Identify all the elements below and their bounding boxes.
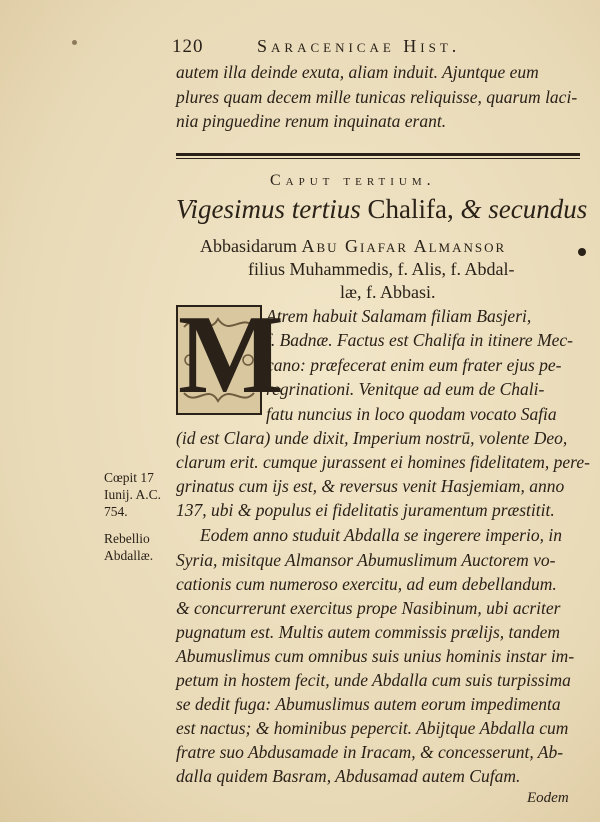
text-line: fratre suo Abdusamade in Iracam, & concesserunt, Ab- (176, 742, 564, 762)
text-line: & concurrerunt exercitus prope Nasibinum, ubi acriter (176, 598, 561, 618)
text-line: cano: præfecerat enim eum frater ejus pe- (266, 355, 562, 375)
margin-note-rebellion: Abdallæ. (104, 548, 154, 563)
subtitle-line-3: læ, f. Abbasi. (340, 282, 436, 302)
subtitle-line-2: filius Muhammedis, f. Alis, f. Abdal- (248, 259, 515, 279)
margin-note-date: Iunij. A.C. (104, 487, 162, 502)
text-line: (id est Clara) unde dixit, Imperium nostrū, volente Deo, (176, 428, 568, 448)
text-line: regrinationi. Venitque ad eum de Chali- (266, 379, 545, 399)
ink-dot (578, 248, 586, 256)
text-line: autem illa deinde exuta, aliam induit. Ajuntque eum (176, 62, 539, 82)
paper-stain (72, 40, 77, 45)
chapter-title (176, 194, 587, 225)
title-roman: Chalifa, (367, 194, 454, 224)
chapter-heading: Caput tertium. (270, 172, 436, 189)
text-line: Atrem habuit Salamam filiam Basjeri, (266, 306, 532, 326)
text-line: clarum erit. cumque jurassent ei homines fidelitatem, pere- (176, 452, 590, 472)
margin-note-date: 754. (104, 504, 128, 519)
text-line: petum in hostem fecit, unde Abdalla cum suis turpissima (176, 670, 571, 690)
title-italic: Vigesimus tertius (176, 194, 361, 224)
page-number: 120 (172, 36, 204, 57)
text-line: grinatus cum ijs est, & reversus venit Hasjemiam, anno (176, 476, 565, 496)
subtitle-roman: Abbasidarum (200, 236, 297, 256)
margin-note-date: Cœpit 17 (104, 470, 154, 485)
text-line: fatu nuncius in loco quodam vocato Safia (266, 404, 557, 424)
text-line: cationis cum numeroso exercitu, ad eum debellandum. (176, 574, 557, 594)
text-line: est nactus; & hominibus pepercit. Abijtque Abdalla cum (176, 718, 569, 738)
text-line: dalla quidem Basram, Abdusamad autem Cufam. (176, 766, 521, 786)
section-rule-thin (176, 158, 580, 159)
text-line: nia pinguedine renum inquinata erant. (176, 111, 447, 131)
decorated-initial (176, 293, 284, 417)
text-line: f. Badnæ. Factus est Chalifa in itinere Mec- (266, 330, 574, 350)
running-head: Saracenicae Hist. (257, 36, 461, 56)
dropcap-letter: M (178, 293, 284, 417)
section-rule (176, 153, 580, 156)
text-line: se dedit fuga: Abumuslimus autem eorum impedimenta (176, 694, 561, 714)
subtitle-caps: Abu Giafar Almansor (301, 236, 507, 256)
catchword: Eodem (527, 790, 569, 806)
text-line: plures quam decem mille tunicas reliquisse, quarum laci- (176, 87, 578, 107)
text-line: pugnatum est. Multis autem commissis prælijs, tandem (176, 622, 561, 642)
text-line: Abumuslimus cum omnibus suis unius hominis instar im- (176, 646, 575, 666)
subtitle-line-1 (200, 236, 506, 257)
margin-note-rebellion: Rebellio (104, 531, 150, 546)
text-line: Syria, misitque Almansor Abumuslimum Auctorem vo- (176, 550, 556, 570)
title-italic-end: & secundus (460, 194, 588, 224)
text-line: 137, ubi & populus ei fidelitatis juramentum præstitit. (176, 500, 555, 520)
text-line: Eodem anno studuit Abdalla se ingerere imperio, in (200, 525, 562, 545)
